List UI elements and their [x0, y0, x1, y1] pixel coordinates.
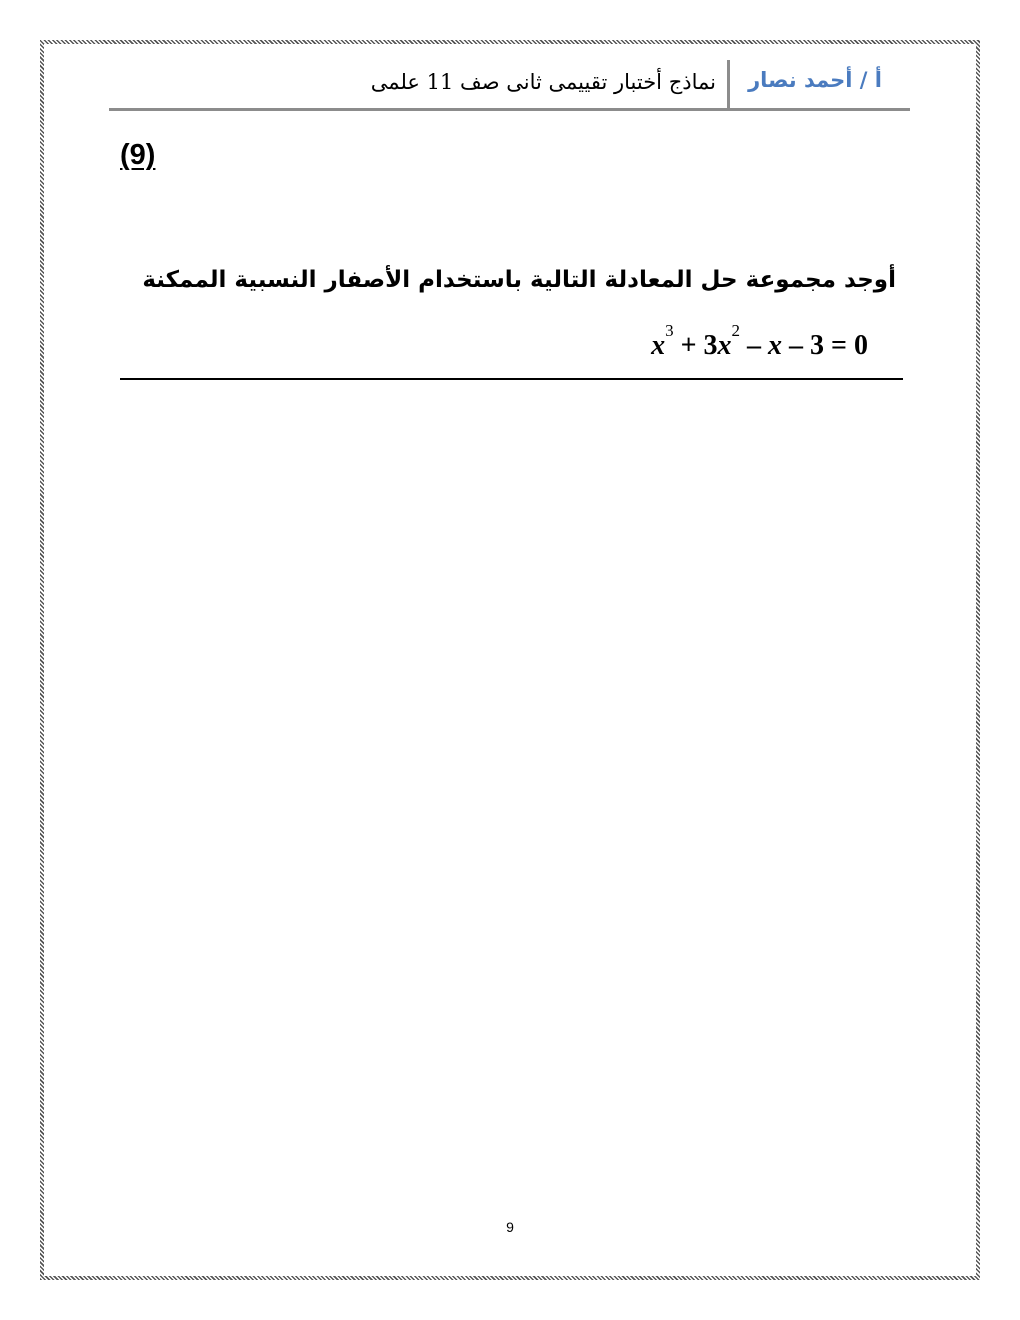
equation-operator-1: + 3 — [680, 330, 718, 361]
problem-number: (9) — [120, 139, 156, 171]
equation-rest: – 3 = 0 — [789, 330, 868, 361]
page-number: 9 — [506, 1219, 514, 1235]
equation-term-2-variable: x — [717, 330, 732, 361]
equation-term-2-exponent: 2 — [731, 321, 741, 340]
equation-term-1-exponent: 3 — [665, 321, 674, 340]
equation-term-1-variable: x — [651, 330, 666, 361]
equation-operator-2: – — [747, 330, 762, 361]
header-divider — [727, 60, 730, 108]
page-border — [40, 40, 980, 1280]
equation — [651, 321, 868, 362]
header-title: نماذج أختبار تقييمى ثانى صف 11 علمى — [370, 70, 716, 94]
header-author: أ / أحمد نصار — [748, 68, 882, 92]
question-text: أوجد مجموعة حل المعادلة التالية باستخدام الأصفار النسبية الممكنة — [142, 267, 896, 293]
answer-rule — [120, 378, 903, 380]
page-header — [109, 60, 910, 111]
equation-term-3-variable: x — [768, 330, 783, 361]
